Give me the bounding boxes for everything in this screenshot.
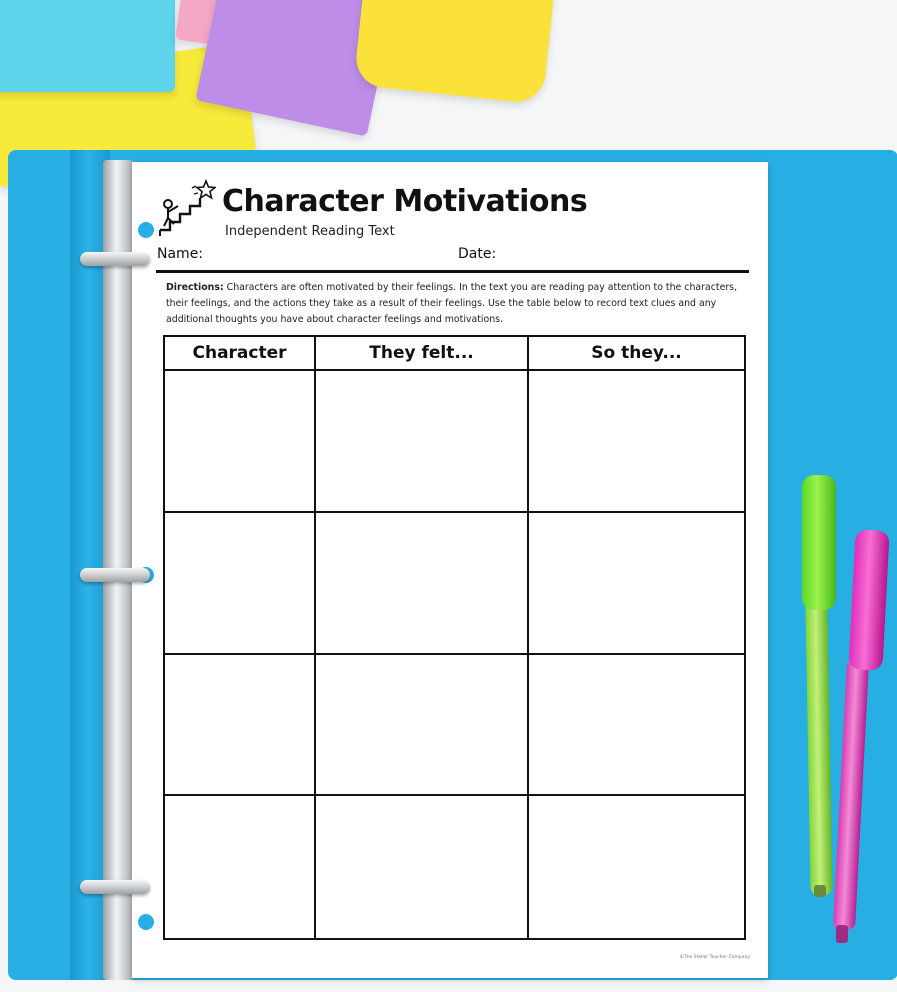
directions-text (166, 280, 738, 328)
table-cell[interactable] (529, 513, 744, 655)
directions-body: Characters are often motivated by their feelings. In the text you are reading pay attention to the characters, their feelings, and the actions they take as a result of their feelings. Use the table below to record text clues and any additional thoughts you have about character feelings and motivations. (166, 282, 738, 325)
table-cell[interactable] (316, 796, 529, 938)
green-pen-tip (814, 885, 826, 897)
table-cell[interactable] (316, 513, 529, 655)
header-divider (156, 270, 749, 273)
table-cell[interactable] (529, 655, 744, 797)
name-field-label[interactable]: Name: (157, 246, 204, 262)
table-cell[interactable] (529, 371, 744, 513)
worksheet-title: Character Motivations (222, 184, 588, 219)
table-cell[interactable] (165, 371, 316, 513)
table-cell[interactable] (165, 796, 316, 938)
punch-hole (138, 222, 154, 238)
column-header-so-they: So they... (529, 337, 744, 371)
sticky-note-cyan (0, 0, 175, 92)
worksheet-page (132, 162, 768, 978)
directions-label: Directions: (166, 282, 224, 293)
table-cell[interactable] (316, 371, 529, 513)
table-cell[interactable] (165, 655, 316, 797)
pink-pen-tip (836, 925, 848, 943)
climbing-stairs-star-icon (156, 178, 216, 238)
binder-ring (80, 880, 150, 894)
punch-hole (138, 914, 154, 930)
table-cell[interactable] (529, 796, 744, 938)
column-header-character: Character (165, 337, 316, 371)
motivation-table (163, 335, 746, 940)
green-pen-cap (802, 475, 836, 610)
table-cell[interactable] (316, 655, 529, 797)
table-cell[interactable] (165, 513, 316, 655)
column-header-they-felt: They felt... (316, 337, 529, 371)
date-field-label[interactable]: Date: (458, 246, 497, 262)
binder-ring (80, 252, 150, 266)
binder-ring (80, 568, 150, 582)
sticky-note-star (353, 0, 556, 105)
worksheet-subtitle: Independent Reading Text (225, 224, 395, 239)
copyright-text: ©The Stellar Teacher Company (679, 955, 750, 960)
